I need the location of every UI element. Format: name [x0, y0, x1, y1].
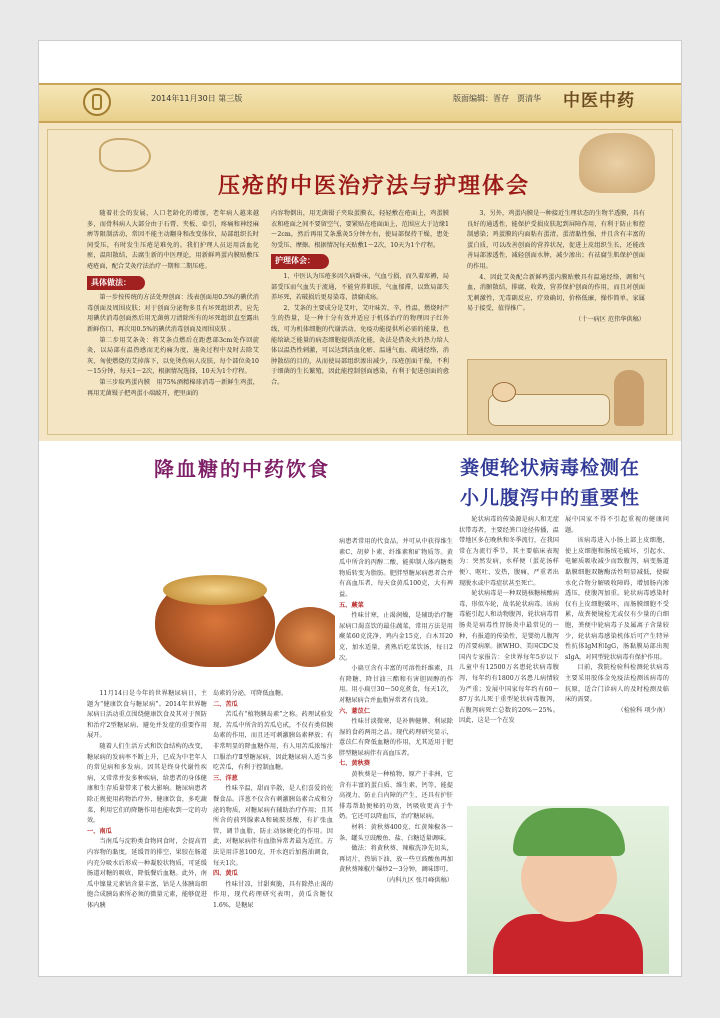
hospital-logo-icon	[83, 88, 111, 116]
paragraph: 苦瓜有“植物胰岛素”之称。药理试验发现，苦瓜中所含的苦瓜皂甙，不仅有类似胰岛素的作用，而且还可刺激胰岛素释放；有非常明显的降血糖作用，有人用苦瓜浓缩汁口服治疗Ⅱ型糖尿病，因此糖尿病人适当多吃苦瓜，有利于控制血糖。	[213, 711, 333, 772]
paragraph: 第三步取鸡蛋内膜 用75%酒精棉球消毒一新鲜生鸡蛋，再用无菌镊子把鸡蛋小端敲开，把里面的	[87, 378, 259, 397]
paragraph: 性味甘淡微寒，是补脾健脾、利尿除湿的食药两用之品。现代药理研究显示，薏苡仁有降低血糖的作用，尤其适用于肥胖型糖尿病伴有高血压者。	[339, 718, 453, 757]
article-pressure-sore-title: 压疮的中医治疗法与护理体会	[217, 174, 530, 199]
paragraph: 性味甘凉，甘甜爽脆，具有除热止渴的作用，现代药理研究表明，黄瓜含糖仅1.6%，是糖尿	[213, 880, 333, 909]
paragraph: 随着人们生活方式和饮食结构的改变，糖尿病的发病率不断上升，已成为中老年人的常见病和多发病。因其是终身代谢性疾病，又常常并发多种疾病，给患者的身体健康和生存质量带来了极大影响。糖尿病患者除正规使用药物治疗外，健康饮食，多吃蔬菜，利用它们的降糖作用也能收到一定的功效。	[87, 742, 207, 825]
article2-column-3	[339, 537, 453, 971]
method-heading: 具体做法：	[87, 276, 145, 291]
paragraph: 黄秋葵是一种植物，原产于非洲，它含有丰富的蛋白质、维生素、钙等，能提高视力，防止白内障的产生，还具有护肝排毒帮助便秘的功效，钙吸收更高于牛奶。它还可以降血压，治疗糖尿病。	[339, 771, 453, 821]
nursing-heading: 护理体会：	[271, 254, 329, 269]
newspaper-page	[38, 40, 682, 977]
page-editor: 版面编辑：晋存 贾清华	[453, 94, 541, 103]
paragraph: 性味甘寒，止渴润燥，是辅助治疗糖尿病口渴喜饮的最佳蔬菜，常用方法是用蕨菜60克洗净，鸡内金15克，白木耳20克，加水适量，煮熟后吃菜饮汤，每日2次。	[339, 612, 453, 662]
article1-intro: 随着社会的发展，人口老龄化的增加，老年病人越来越多，而骨科病人大部分由于石膏、夹板、牵引，疼痛和神经麻痹等限制活动，常因不能主动翻身和改变体位，局部组织长时间受压，有时发生压疮是难免的。我们护理人员运用活血化瘀，温阳散结，去腐生新的中医理论，用新鲜鸡蛋内膜贴敷压疮疮面，配合艾灸疗法治疗一期和二期压疮。	[87, 210, 259, 270]
soup-icon	[163, 575, 267, 605]
subheading-fern: 五、蕨菜	[339, 601, 364, 609]
subheading-coix-seed: 六、薏苡仁	[339, 707, 370, 715]
paragraph: 3、另外，鸡蛋内膜是一种接近生理状态的生物半透膜，具有良好的通透性，能保护受损皮肤起到屏障作用，有利于防止和控制感染；鸡蛋膜的内面粘有蛋清，蛋清黏性强，并且含有丰富的蛋白质，可以改善创面的营养状况，促进上皮组织生长，还能改善局部渗透性，减轻创面水肿，减少渗出；有祛腐生肌保护创面的作用。	[467, 210, 645, 270]
paragraph: 轮状病毒的传染源是病人和无症状带毒者，主要经粪口途径传播，温带地区多在晚秋和冬季流行，在我国常在为流行季节，其主要临床表现为：突然发病，水样便（蛋花汤样便）、呕吐、发热，腹痛，严重者出现脱水或中毒症状甚至死亡。	[459, 516, 559, 587]
paragraph: 该病毒进入小肠上部上皮细胞，使上皮细胞和肠绒毛破坏，引起水、电解质吸收减少而致腹泻，病变肠道黏膜细胞双糖酶活性明显减低，使碳水化合物分解吸收障碍，增加肠内渗透压，使腹泻加重。轮状病毒感染时仅有上皮细胞破坏，而肠膜细胞不受累，故粪便镜检无或仅有少量的白细胞，粪便中轮病毒子及属离子含量较少，轮状病毒感染机体后可产生特异性抗体IgM和IgG，肠黏膜局部出现sIgA，对同型轮状病毒有保护作用。	[565, 537, 669, 661]
herbal-soup-photo	[135, 537, 335, 682]
subheading-bitter-melon: 二、苦瓜	[213, 700, 238, 708]
patient-icon	[492, 382, 516, 402]
article2-column-2	[213, 689, 333, 971]
paragraph: 轮状病毒是一种双链核糖核酸病毒，形似车轮，故名轮状病毒。该病毒能引起人和动物腹泻，轮状病毒胃肠炎是病毒性胃肠炎中最常见的一种，有报道的传染性，是婴幼儿腹泻的首要病原。据WHO、美国CDC及国内专家报告：全世界每年5岁以下儿童中有12500万名患轮状病毒腹泻，每年约有1800万名患儿病情较为严重；发展中国家每年约有60～87万名儿死于重型轮状病毒腹泻，占腹泻病死亡总数的20%～25%。因此，这是一个在发	[459, 590, 559, 725]
paragraph: 材料：黄秋葵400克、红黄辣椒各一条、罐头豆豉酸鱼、盐、白糖适量调味。	[339, 824, 453, 842]
article1-signature: （十一病区 范伟华供稿）	[574, 315, 645, 323]
hat-icon	[513, 808, 625, 856]
paragraph: 病患者常用的代食品，并可从中获得维生素C、胡萝卜素、纤维素和矿物质等。黄瓜中所含的丙醇二酸，能抑制人体内糖类物质转变为脂肪。肥胖型糖尿病患者合并有高血压者，每天食黄瓜100克，大有裨益。	[339, 538, 453, 598]
article1-column-1	[87, 209, 259, 437]
article2-column-1	[87, 689, 207, 971]
section-name: 中医中药	[563, 91, 635, 111]
article3-column-1	[459, 515, 559, 803]
caregiver-icon	[614, 370, 644, 426]
subheading-cucumber: 四、黄瓜	[213, 870, 238, 878]
article1-column-3	[467, 209, 645, 357]
shirt-icon	[493, 914, 643, 974]
vase-decoration-icon	[579, 133, 655, 193]
article3-signature: （检验科 项少南）	[617, 706, 669, 714]
subheading-okra: 七、黄秋葵	[339, 760, 370, 768]
child-photo	[467, 806, 669, 974]
paragraph: 目前，我院检验科检测轮状病毒主要采用胶体金免疫法检测该病毒的抗原，适合门诊病人的及时检测及临床的需要。	[565, 664, 669, 704]
paragraph: 岛素的分泌，可降低血糖。	[213, 690, 288, 697]
paragraph: 小扁豆含有丰富的可溶性纤维素，具有降糖、降甘油三酯和有害胆固醇的作用。用小扁豆30～50克煮食，每天1次，对糖尿病合并血脂异常者有良效。	[339, 665, 453, 704]
paragraph: 做法：将黄秋葵、辣椒洗净先切头，再切片，热锅下油，放一些豆豉酸鱼再加黄秋葵辣椒片爆炒2～3分钟，调味即可。	[339, 845, 453, 874]
subheading-pumpkin: 一、南瓜	[87, 827, 112, 835]
paragraph: 1、中医认为压疮多因久病卧床，气血亏损，而久着席褥，局部受压而气血失于流通，不能营养肌肤，气血郁滞，以致局部失养坏死，若破损后更易染毒，溃腐成疡。	[271, 272, 449, 302]
paragraph: 第二步用艾条灸：将艾条点燃后在距患部3cm处作回旋灸，以局部有温热感而无灼痛为度，施灸过程中及时去除艾灰，匆使燃烧的艾掉落下，以免烫伤病人皮肤，每个部位灸10～15分钟，每天1～2次，根据情况选择，10天为1个疗程。	[87, 336, 259, 376]
issue-date: 2014年11月30日 第三版	[151, 94, 243, 103]
article1-column-2	[271, 209, 449, 437]
pot-lid-icon	[275, 607, 335, 667]
subheading-onion: 三、洋葱	[213, 774, 238, 782]
paragraph: 4、因此艾灸配合新鲜鸡蛋内膜贴敷具有温通经络，调和气血，消腑散结，排腐、收敛，营养保护创面的作用，而且对创面无刺激性，无毒副反应，疗效确切，价格低廉，操作简单，家属易于接受，值得推广。	[467, 273, 645, 313]
paragraph: 第一步按传统的方法处理创面：浅表创面用0.5%的碘伏消毒创面及周围皮肤；对于创面分泌物多且有坏死组织者，应先用碘伏消毒创面然后用无菌剪刀清除所有的坏死组织直至露出新鲜伤口，再次用0.5%的碘伏消毒创面及周围皮肤 。	[87, 294, 259, 333]
paragraph: 展中国家不得不引起重视的健康问题。	[565, 516, 669, 534]
cloud-ornament-icon	[99, 138, 151, 172]
paragraph: 内容物倒出，用无菌镊子夹取蛋膜衣，轻轻敷在疮面上，鸡蛋膜衣和疮面之间不要留空气，要紧贴在疮面面上，范围应大于边缘1～2cm，然后再用艾条熏灸5分钟左右，使局部保持干燥，患处勿受压、摩擦。根据情况每天贴敷1～2次，10天为1个疗程。	[271, 210, 449, 249]
patient-care-illustration	[467, 359, 667, 435]
paragraph: 当南瓜与淀粉类食物同食时，会提高胃内容物的黏度，延缓胃的排空，果胶在肠道内充分吸水后形成一种凝胶状物质，可延缓肠道对糖的吸收，降低餐后血糖。此外，南瓜中镍量元素钴含量丰富，钴是人体胰岛细胞合成胰岛素所必须的微量元素，能够促进体内胰	[87, 838, 207, 909]
article2-signature: （内科九区 张月峰供稿）	[382, 877, 453, 884]
paragraph: 11月14日是今年的世界糖尿病日，主题为“健康饮食与糖尿病”。2014年世界糖尿病日活动重点围绕健康饮食及其对于预防和治疗2型糖尿病、避免并发症的重要作用展开。	[87, 690, 207, 740]
article-rotavirus-title-line2: 小儿腹泻中的重要性	[459, 487, 640, 509]
article3-column-2	[565, 515, 669, 803]
article-rotavirus-title-line1: 粪便轮状病毒检测在	[459, 457, 640, 479]
paragraph: 2、艾条的主要成分是艾叶，艾叶味苦、辛，性温，燃烧时产生的热量，是一种十分有效并适应于机体治疗的物理因子红外线，可为机体细胞的代谢活动、免疫功能提供所必需的能量，也能给缺乏能量的病态细胞提供活化能，灸法是借灸火的热力给人体以温热性刺激，可以达到活血化瘀、温通气血、疏通经络，消肿散结的目的，从而使局部组织渗出减少，压疮创面干燥，不利于细菌的生长繁殖，因此能控制创面感染，有利于促进创面的愈合。	[271, 304, 449, 386]
paragraph: 性味辛温，甜而辛散，是人们喜爱的佐餐食品。洋葱不仅含有刺激胰岛素合成和分泌的物质，对糖尿病有辅助治疗作用；且其所含的前列腺素A和硫胺基酸，有扩张血管，调节血脂，防止动脉硬化的作用。因此，对糖尿病伴有血脂异常者最为适宜。方法是用洋葱100克，开水泡后加酱油调食，每天1次。	[213, 785, 333, 867]
article-blood-sugar-title: 降血糖的中药饮食	[154, 457, 330, 481]
